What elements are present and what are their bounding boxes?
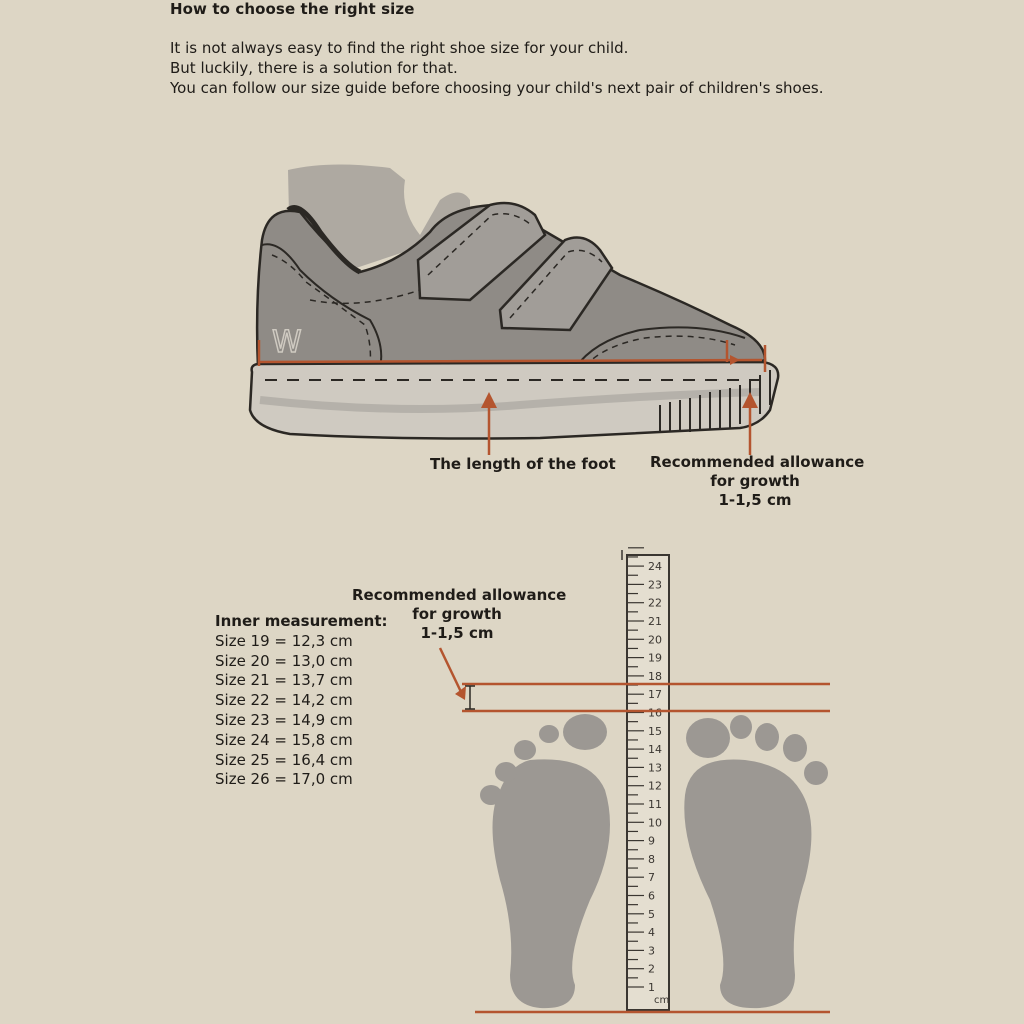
ruler-number: 10	[648, 816, 662, 830]
ruler-number: 11	[648, 798, 662, 811]
ruler-number: 6	[648, 889, 655, 903]
size-row: Size 20 = 13,0 cm	[215, 651, 353, 670]
ruler-number: 18	[648, 669, 662, 683]
ruler-number: 9	[648, 834, 655, 848]
ruler-number: 15	[648, 724, 662, 738]
intro-line-3: You can follow our size guide before choosing your child's next pair of children's shoes.	[170, 79, 824, 97]
ruler-number: 22	[648, 596, 662, 610]
size-row: Size 21 = 13,7 cm	[215, 671, 353, 690]
size-row: Size 19 = 12,3 cm	[215, 631, 353, 650]
shoe-allowance-label: Recommended allowance for growth 1-1,5 cm	[650, 453, 865, 509]
foot-length-label: The length of the foot	[430, 455, 616, 473]
ruler-unit-label: cm	[654, 995, 670, 1006]
ruler-number: 1	[648, 981, 655, 994]
ruler-allowance-label: Recommended allowance for growth 1-1,5 cm	[352, 586, 567, 642]
ruler-number: 13	[648, 761, 662, 775]
ruler-number: 24	[648, 560, 662, 574]
size-row: Size 23 = 14,9 cm	[215, 710, 353, 729]
ruler-number: 2	[648, 962, 655, 976]
size-row: Size 24 = 15,8 cm	[215, 730, 353, 749]
inner-measurement-title: Inner measurement:	[215, 612, 388, 630]
size-row: Size 26 = 17,0 cm	[215, 770, 353, 789]
ruler-number: 16	[648, 706, 662, 720]
page-title: How to choose the right size	[170, 0, 415, 18]
brand-logo: W	[272, 325, 302, 360]
ruler-number: 3	[648, 944, 655, 958]
inner-measurement-list	[215, 612, 388, 790]
ruler-number: 21	[648, 615, 662, 628]
left-footprint	[480, 714, 610, 1008]
ruler-number: 12	[648, 779, 662, 793]
size-row: Size 25 = 16,4 cm	[215, 750, 353, 769]
ruler-allowance-arrow	[440, 648, 462, 694]
ruler-number: 20	[648, 633, 662, 647]
ruler-number: 5	[648, 907, 655, 921]
intro-line-2: But luckily, there is a solution for that.	[170, 59, 458, 77]
right-footprint	[684, 715, 828, 1008]
ruler-number: 23	[648, 578, 662, 592]
ruler-number: 17	[648, 688, 662, 702]
ruler-number: 14	[648, 743, 662, 757]
ruler-number: 7	[648, 871, 655, 885]
size-row: Size 22 = 14,2 cm	[215, 691, 353, 710]
intro-line-1: It is not always easy to find the right shoe size for your child.	[170, 39, 629, 57]
ruler-number: 19	[648, 651, 662, 665]
ruler-number: 8	[648, 852, 655, 866]
ruler-number: 4	[648, 926, 655, 940]
